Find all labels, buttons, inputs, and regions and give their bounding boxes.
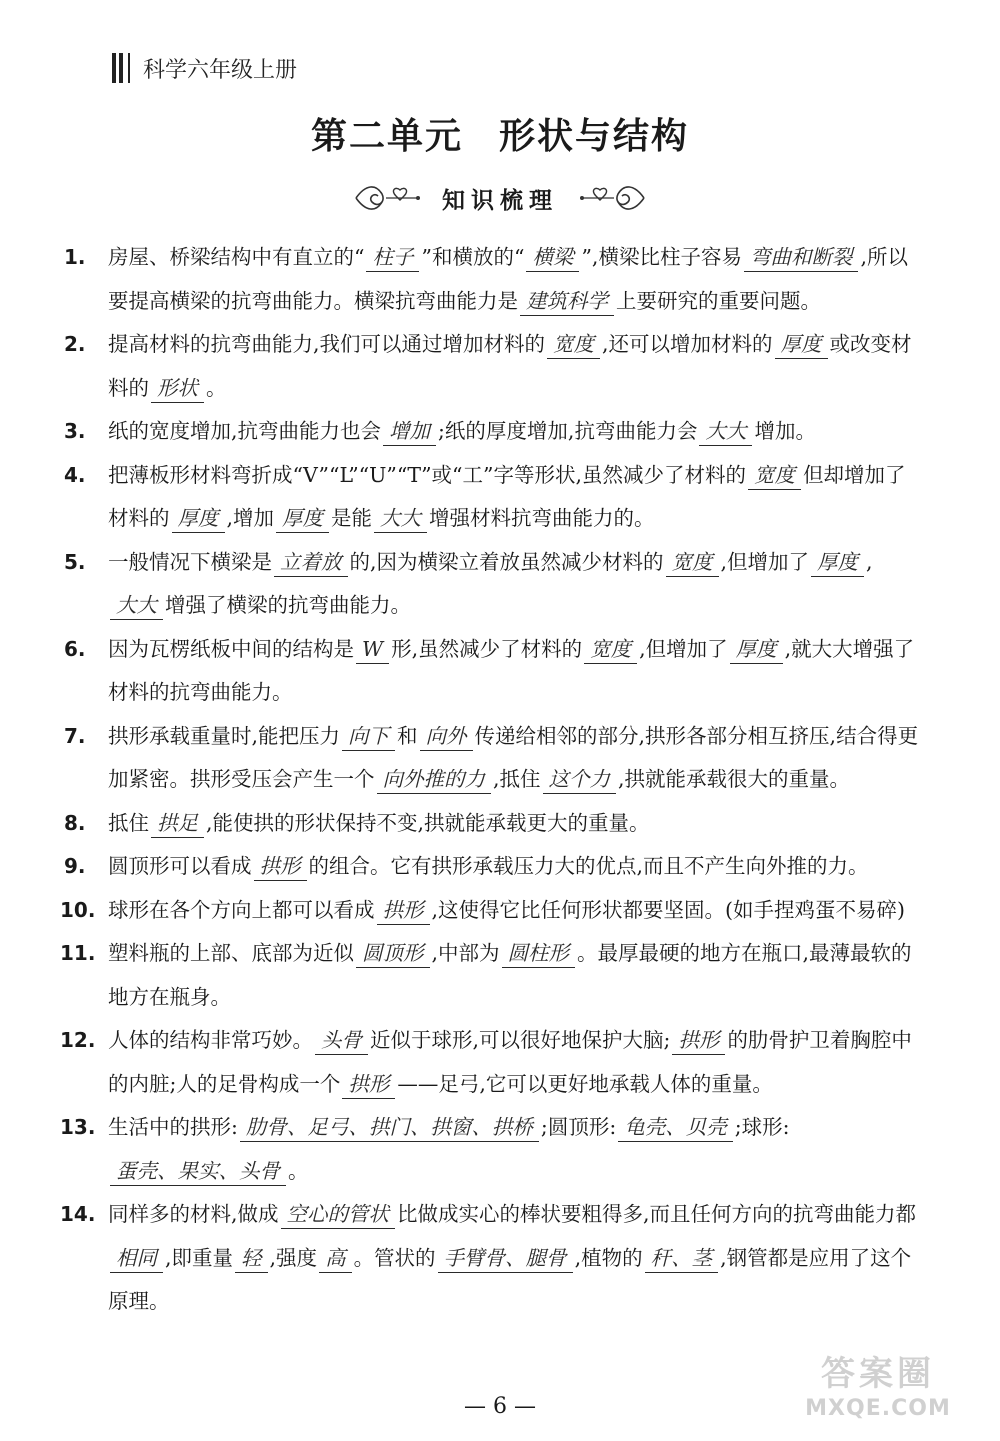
list-item	[64, 323, 924, 410]
item-text: 球形在各个方向上都可以看成	[108, 897, 375, 922]
item-number: 10.	[60, 897, 96, 922]
item-text: 的肋骨护卫着胸腔中的内脏;人的足骨构成一个	[108, 1028, 912, 1096]
item-text: 。最厚最硬的地方在瓶口,最薄最软的地方在瓶身。	[108, 941, 912, 1009]
ornament-right-icon	[576, 180, 648, 216]
answer-blank: 空心的管状	[281, 1200, 396, 1229]
list-item	[60, 889, 924, 933]
answer-blank: 厚度	[276, 504, 329, 533]
answer-blank: W	[356, 635, 389, 664]
answer-blank: 大大	[374, 504, 427, 533]
answer-blank: 向下	[342, 722, 395, 751]
answer-blank: 宽度	[584, 635, 637, 664]
book-title: 科学六年级上册	[143, 57, 298, 83]
list-item	[60, 1019, 924, 1106]
answer-blank: 厚度	[172, 504, 225, 533]
item-text: ,中部为	[431, 941, 500, 965]
item-text: ,强度	[269, 1245, 318, 1270]
item-text: 房屋、桥梁结构中有直立的“	[108, 245, 365, 269]
answer-blank: 厚度	[775, 330, 828, 359]
item-text: 形,虽然减少了材料的	[391, 636, 583, 661]
page-number: — 6 —	[464, 1394, 536, 1419]
section-heading	[0, 176, 1000, 220]
section-title: 知识梳理	[442, 187, 558, 214]
item-number: 8.	[64, 810, 86, 835]
item-number: 12.	[60, 1028, 96, 1052]
ornament-left-icon	[352, 180, 424, 216]
item-number: 4.	[64, 462, 86, 487]
item-number: 3.	[64, 419, 86, 443]
item-number: 1.	[64, 245, 86, 269]
answer-blank: 弯曲和断裂	[744, 243, 859, 272]
unit-number: 第二单元	[310, 116, 463, 157]
item-text: ,即重量	[165, 1245, 234, 1270]
answer-blank: 龟壳、贝壳	[618, 1113, 733, 1142]
item-text: 上要研究的重要问题。	[616, 288, 821, 313]
answer-blank: 头骨	[315, 1026, 368, 1055]
item-text: ”和横放的“	[421, 245, 525, 269]
item-text: ,抵住	[493, 767, 541, 791]
list-item	[60, 1193, 924, 1324]
answer-blank: 增加	[383, 417, 436, 446]
answer-blank: 建筑科学	[520, 287, 614, 316]
watermark	[778, 1352, 978, 1432]
list-item	[60, 932, 924, 1019]
item-text: 增强了横梁的抗弯曲能力。	[165, 593, 411, 617]
item-number: 11.	[60, 941, 96, 965]
item-text: 的,因为横梁立着放虽然减少材料的	[349, 549, 664, 574]
item-text: 比做成实心的棒状要粗得多,而且任何方向的抗弯曲能力都	[397, 1202, 917, 1226]
item-text: ,所以要提高横梁的抗弯曲能力。横梁抗弯曲能力是	[108, 245, 908, 313]
item-text: 增加。	[754, 419, 816, 443]
item-text: ,就大大增强了材料的抗弯曲能力。	[108, 636, 915, 704]
answer-blank: 拱形	[342, 1070, 395, 1099]
item-text: ;纸的厚度增加,抗弯曲能力会	[438, 419, 698, 443]
item-text: 提高材料的抗弯曲能力,我们可以通过增加材料的	[108, 332, 546, 356]
item-text: 因为瓦楞纸板中间的结构是	[108, 636, 354, 661]
item-text: 把薄板形材料弯折成“V”“L”“U”“T”或“工”字等形状,虽然减少了材料的	[108, 462, 747, 487]
answer-blank: 立着放	[274, 548, 348, 577]
item-text: 生活中的拱形:	[108, 1115, 238, 1139]
answer-blank: 宽度	[666, 548, 719, 577]
item-text: 同样多的材料,做成	[108, 1202, 279, 1226]
item-text: ,钢管都是应用了这个原理。	[108, 1245, 912, 1313]
knowledge-list	[60, 236, 924, 1324]
item-text: 拱形承载重量时,能把压力	[108, 723, 341, 748]
item-text: 纸的宽度增加,抗弯曲能力也会	[108, 419, 382, 443]
item-number: 9.	[64, 854, 86, 878]
unit-name: 形状与结构	[499, 116, 690, 157]
answer-blank: 拱足	[151, 809, 204, 838]
answer-blank: 柱子	[366, 243, 419, 272]
list-item	[64, 715, 924, 802]
answer-blank: 手臂骨、腿骨	[438, 1244, 573, 1273]
answer-blank: 宽度	[748, 461, 801, 490]
answer-blank: 拱形	[377, 896, 430, 925]
item-text: ,但增加了	[639, 636, 728, 661]
item-text: 。	[288, 1158, 309, 1183]
item-text: 和	[397, 723, 418, 748]
answer-blank: 拱形	[672, 1026, 725, 1055]
item-text: 抵住	[108, 810, 149, 835]
item-number: 6.	[64, 636, 86, 661]
item-text: ,能使拱的形状保持不变,拱就能承载更大的重量。	[206, 810, 650, 835]
item-text: ,但增加了	[720, 549, 810, 574]
list-item	[64, 802, 924, 846]
item-text: ,增加	[226, 506, 275, 530]
answer-blank: 肋骨、足弓、拱门、拱窗、拱桥	[240, 1113, 539, 1142]
item-number: 2.	[64, 332, 86, 356]
answer-blank: 秆、茎	[645, 1244, 719, 1273]
answer-blank: 厚度	[811, 548, 864, 577]
list-item	[64, 541, 924, 628]
item-text: ”,横梁比柱子容易	[581, 245, 742, 269]
item-text: 是能	[331, 506, 373, 530]
list-item	[64, 628, 924, 715]
item-number: 7.	[64, 723, 86, 748]
item-text: 塑料瓶的上部、底部为近似	[108, 941, 354, 965]
answer-blank: 横梁	[526, 243, 579, 272]
item-text: 一般情况下横梁是	[108, 549, 272, 574]
answer-blank: 形状	[151, 374, 204, 403]
answer-blank: 圆顶形	[356, 939, 430, 968]
page-header	[112, 48, 297, 88]
item-text: 但却增加了材料的	[108, 462, 906, 530]
answer-blank: 厚度	[730, 635, 783, 664]
item-text: 近似于球形,可以很好地保护大脑;	[370, 1028, 671, 1052]
item-text: 。管状的	[353, 1245, 436, 1270]
answer-blank: 相同	[110, 1244, 163, 1273]
list-item	[64, 845, 924, 889]
answer-blank: 高	[319, 1244, 352, 1273]
answer-blank: 向外	[420, 722, 473, 751]
item-text: 或改变材料的	[108, 332, 912, 400]
list-item	[64, 410, 924, 454]
item-text: ,拱就能承载很大的重量。	[618, 767, 851, 791]
answer-blank: 这个力	[543, 765, 617, 794]
answer-blank: 轻	[235, 1244, 268, 1273]
item-number: 13.	[60, 1115, 96, 1139]
answer-blank: 大大	[110, 591, 163, 620]
item-text: ;圆顶形:	[540, 1115, 617, 1139]
list-item	[60, 1106, 924, 1193]
answer-blank: 宽度	[547, 330, 600, 359]
watermark-logo: 答案圈	[821, 1354, 935, 1394]
item-text: 人体的结构非常巧妙。	[108, 1028, 313, 1052]
header-bars-icon	[112, 53, 133, 83]
answer-blank: 拱形	[254, 852, 307, 881]
item-text: ,这使得它比任何形状都要坚固。(如手捏鸡蛋不易碎)	[431, 897, 906, 922]
item-text: ——足弓,它可以更好地承载人体的重量。	[397, 1071, 773, 1096]
item-text: ,	[866, 549, 873, 574]
item-text: ;球形:	[734, 1115, 790, 1139]
item-text: ,植物的	[574, 1245, 643, 1270]
list-item	[64, 236, 924, 323]
watermark-url: MXQE.COM	[805, 1396, 951, 1421]
item-text: 圆顶形可以看成	[108, 854, 252, 878]
item-number: 5.	[64, 549, 86, 574]
item-text: 。	[206, 375, 227, 400]
answer-blank: 大大	[699, 417, 752, 446]
item-text: 增强材料抗弯曲能力的。	[429, 506, 655, 530]
list-item	[64, 454, 924, 541]
item-text: ,还可以增加材料的	[602, 332, 773, 356]
answer-blank: 蛋壳、果实、头骨	[110, 1157, 286, 1186]
answer-blank: 向外推的力	[377, 765, 492, 794]
unit-title	[0, 108, 1000, 159]
item-text: 传递给相邻的部分,拱形各部分相互挤压,结合得更加紧密。拱形受压会产生一个	[108, 723, 919, 791]
answer-blank: 圆柱形	[502, 939, 576, 968]
item-text: 的组合。它有拱形承载压力大的优点,而且不产生向外推的力。	[308, 854, 869, 878]
item-number: 14.	[60, 1202, 96, 1226]
